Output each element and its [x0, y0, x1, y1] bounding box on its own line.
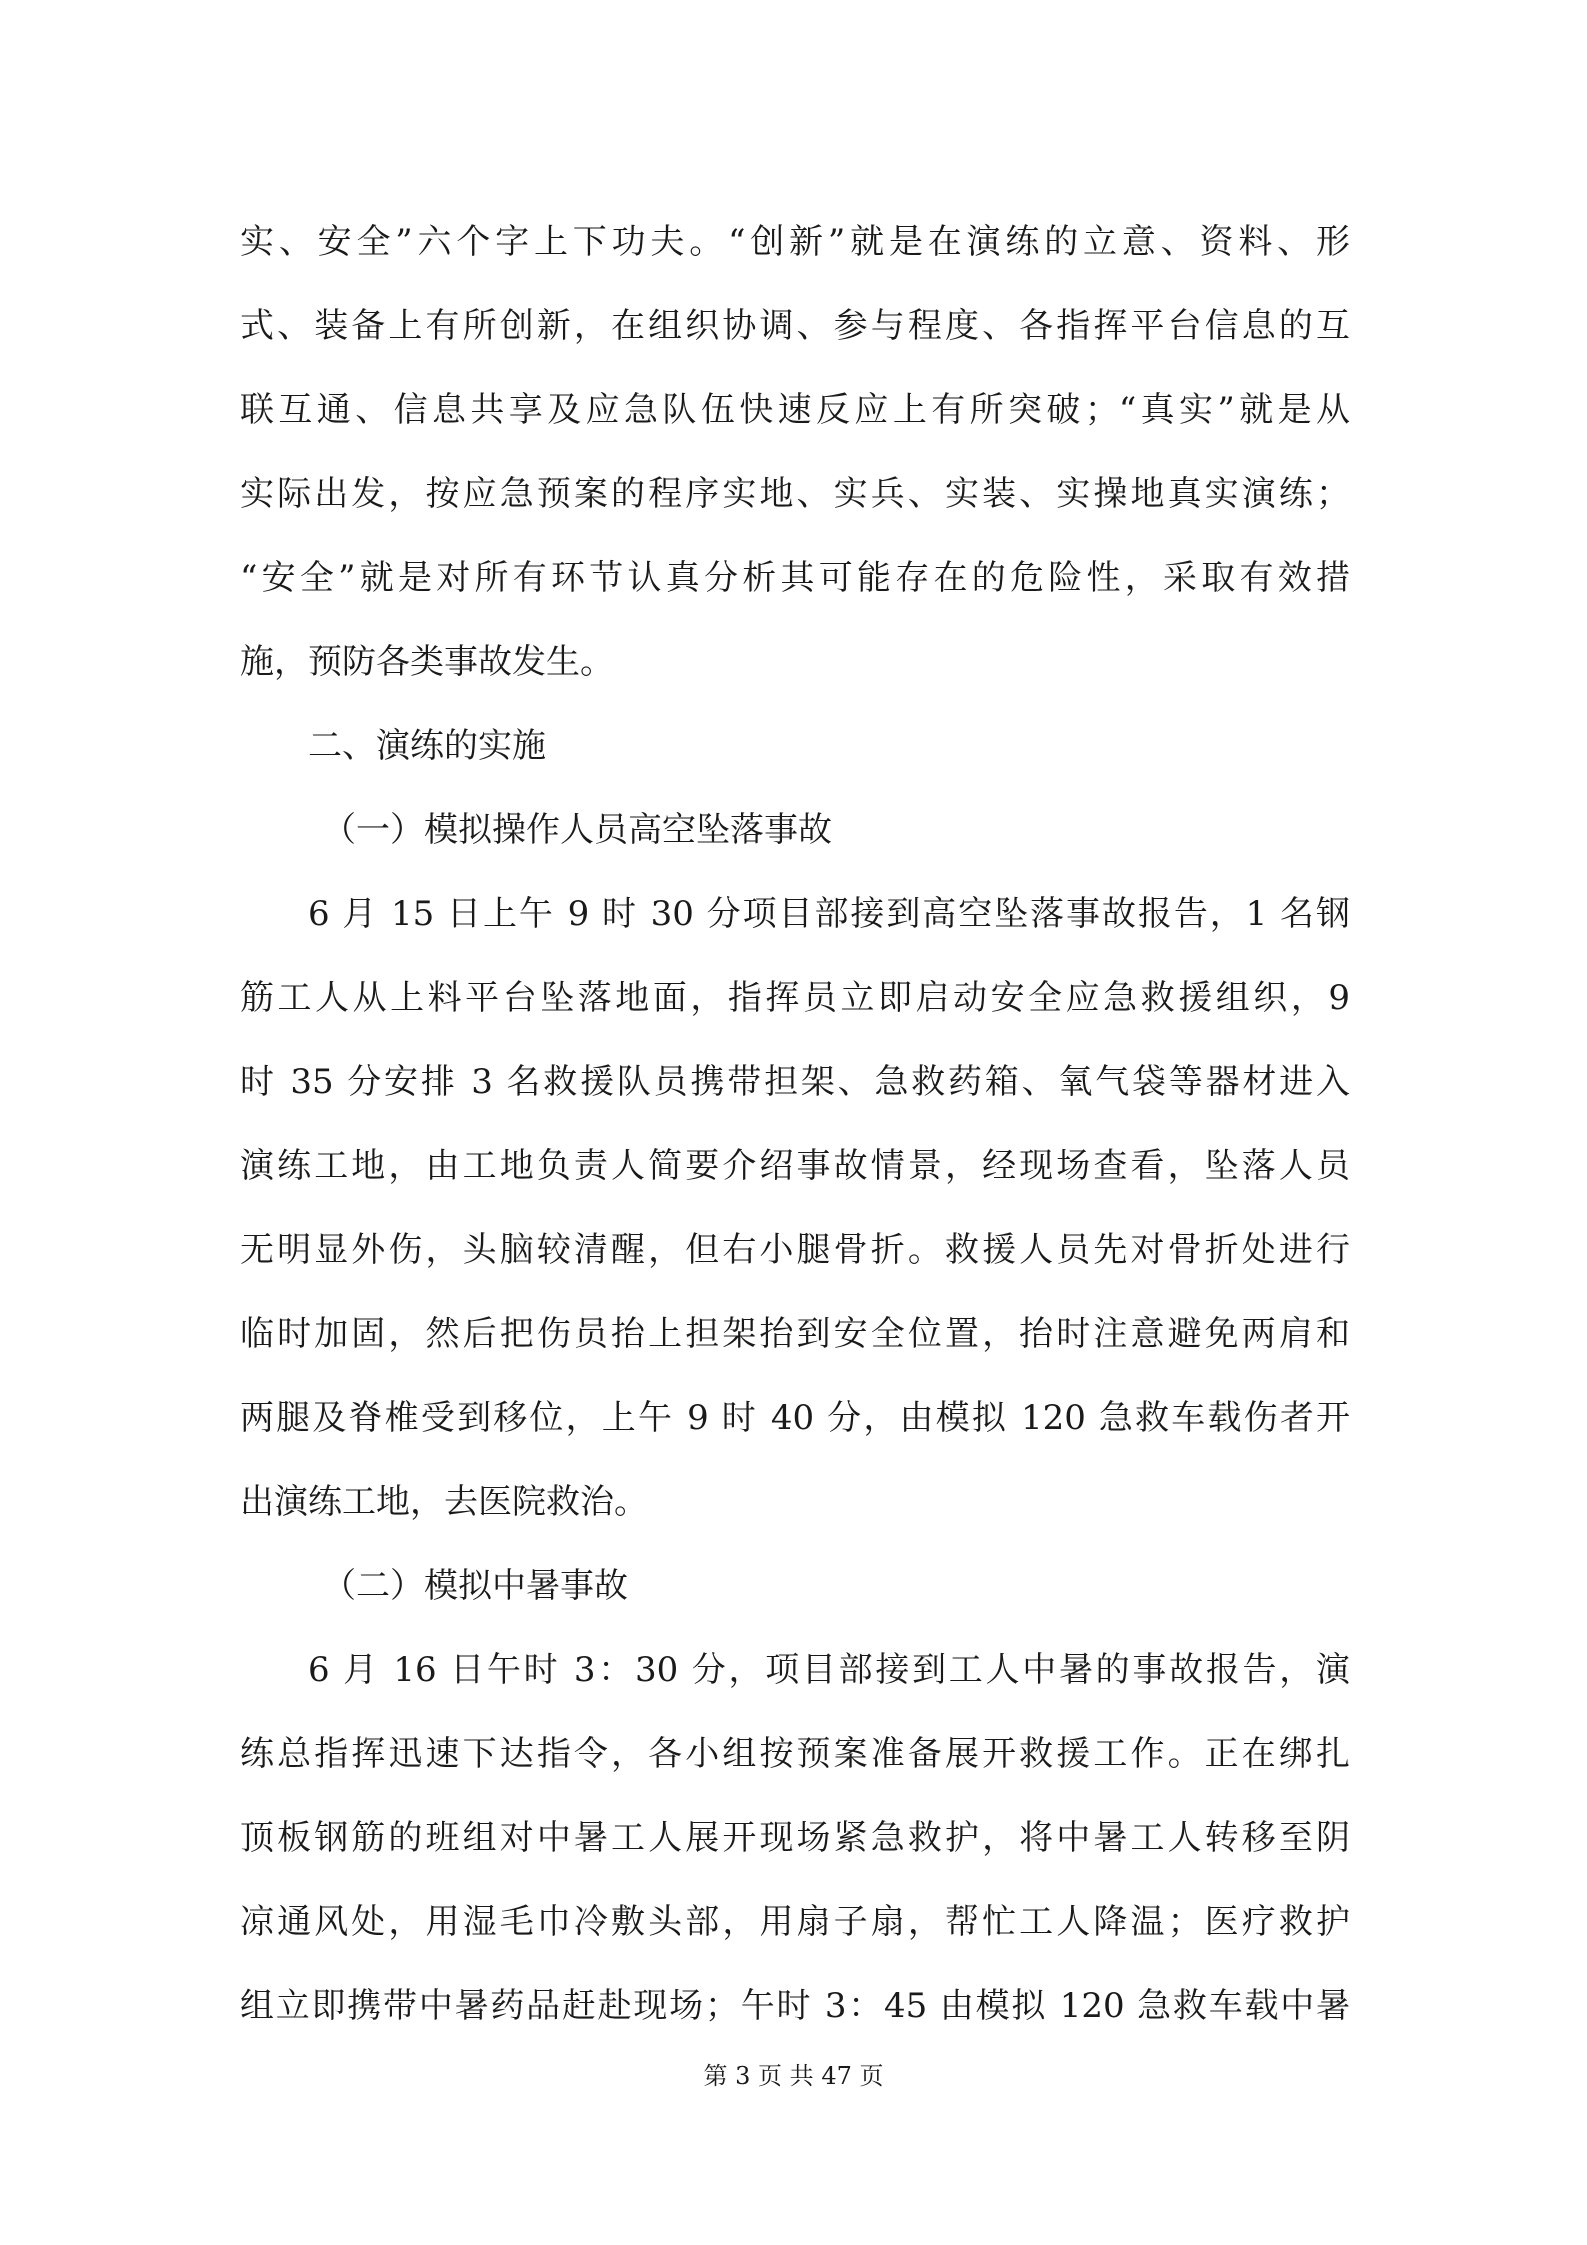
paragraph-line: 联互通、信息共享及应急队伍快速反应上有所突破；“真实”就是从 — [240, 390, 1350, 430]
paragraph-line: 临时加固，然后把伤员抬上担架抬到安全位置，抬时注意避免两肩和 — [240, 1314, 1350, 1354]
paragraph-line: 式、装备上有所创新，在组织协调、参与程度、各指挥平台信息的互 — [240, 306, 1350, 346]
paragraph-line: 施，预防各类事故发生。 — [240, 642, 614, 682]
subsection-heading: （二）模拟中暑事故 — [322, 1566, 628, 1606]
paragraph-line: 6 月 15 日上午 9 时 30 分项目部接到高空坠落事故报告，1 名钢 — [308, 894, 1350, 934]
paragraph-line: 出演练工地，去医院救治。 — [240, 1482, 648, 1522]
paragraph-line: 筋工人从上料平台坠落地面，指挥员立即启动安全应急救援组织，9 — [240, 978, 1350, 1018]
paragraph-line: 无明显外伤，头脑较清醒，但右小腿骨折。救援人员先对骨折处进行 — [240, 1230, 1350, 1270]
paragraph-line: 演练工地，由工地负责人简要介绍事故情景，经现场查看，坠落人员 — [240, 1146, 1350, 1186]
paragraph-line: 6 月 16 日午时 3：30 分，项目部接到工人中暑的事故报告，演 — [308, 1650, 1350, 1690]
paragraph-line: 时 35 分安排 3 名救援队员携带担架、急救药箱、氧气袋等器材进入 — [240, 1062, 1350, 1102]
paragraph-line: 两腿及脊椎受到移位，上午 9 时 40 分，由模拟 120 急救车载伤者开 — [240, 1398, 1350, 1438]
document-body — [240, 200, 1350, 2048]
paragraph-line: 实、安全”六个字上下功夫。“创新”就是在演练的立意、资料、形 — [240, 222, 1350, 262]
paragraph-line: 顶板钢筋的班组对中暑工人展开现场紧急救护，将中暑工人转移至阴 — [240, 1818, 1350, 1858]
footer-middle: 页 共 — [758, 2062, 814, 2090]
footer-prefix: 第 — [703, 2062, 728, 2090]
page-footer — [0, 2060, 1587, 2092]
paragraph-line: 实际出发，按应急预案的程序实地、实兵、实装、实操地真实演练； — [240, 474, 1350, 514]
footer-suffix: 页 — [859, 2062, 884, 2090]
paragraph-line: 组立即携带中暑药品赶赴现场；午时 3：45 由模拟 120 急救车载中暑 — [240, 1986, 1350, 2026]
section-heading: 二、演练的实施 — [308, 726, 546, 766]
paragraph-line: 凉通风处，用湿毛巾冷敷头部，用扇子扇，帮忙工人降温；医疗救护 — [240, 1902, 1350, 1942]
subsection-heading: （一）模拟操作人员高空坠落事故 — [322, 810, 832, 850]
footer-total-pages: 47 — [821, 2062, 852, 2090]
paragraph-line: 练总指挥迅速下达指令，各小组按预案准备展开救援工作。正在绑扎 — [240, 1734, 1350, 1774]
paragraph-line: “安全”就是对所有环节认真分析其可能存在的危险性，采取有效措 — [240, 558, 1350, 598]
footer-page-number: 3 — [735, 2062, 751, 2090]
